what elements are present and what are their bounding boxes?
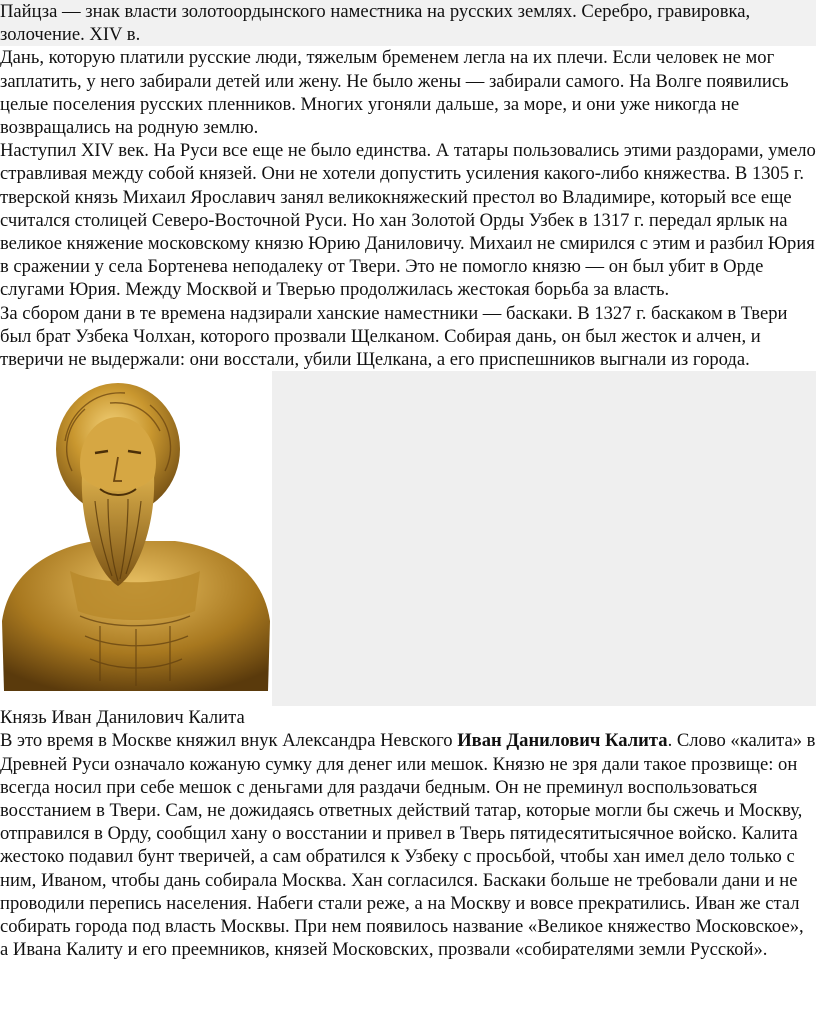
portrait-background-panel bbox=[272, 371, 816, 706]
paragraph-baskaki: За сбором дани в те времена надзирали ханские наместники — баскаки. В 1327 г. баскаком в Твери был брат Узбека Чолхан, которого прозвали Щелканом. Собирая дань, он был жесток и алчен, и тверичи не выдержали: они восстали, убили Щелкана, а его приспешников выгнали из города. bbox=[0, 302, 788, 371]
kalita-text-after: . Слово «калита» в Древней Руси означало кожаную сумку для денег или мешок. Князю не зря дали такое прозвище: он всегда носил при себе мешок с деньгами для раздачи бедным. Он не преминул воспользоваться восстанием в Твери. Сам, не дожидаясь ответных действий татар, которые могли бы сжечь и Москву, отправился в Орду, сообщил хану о восстании и привел в Тверь пятидесятитысячное войско. Калита жестоко подавил бунт тверичей, а сам обратился к Узбеку с просьбой, чтобы хан имел дело только с ним, Иваном, чтобы дань собирала Москва. Хан согласился. Баскаки больше не требовали дани и не проводили перепись населения. Набеги стали реже, а на Москву и вовсе прекратились. Иван же стал собирать города под власть Москвы. При нем появилось название «Великое княжество Московское», а Ивана Калиту и его преемников, князей Московских, прозвали «собирателями земли Русской». bbox=[0, 730, 816, 961]
kalita-text-before: В это время в Москве княжил внук Александра Невского bbox=[0, 730, 458, 752]
portrait-caption: Князь Иван Данилович Калита bbox=[0, 707, 245, 729]
image-caption-band bbox=[0, 0, 816, 46]
bronze-bust-illustration bbox=[0, 371, 272, 706]
paragraph-14th-century: Наступил XIV век. На Руси все еще не было единства. А татары пользовались этими раздорами, умело стравливая между собой князей. Они не хотели допустить усиления какого-либо княжества. В 1305 г. тверской князь Михаил Ярославич занял великокняжеский престол во Владимире, который все еще считался столицей Северо-Восточной Руси. Но хан Золотой Орды Узбек в 1317 г. передал ярлык на великое княжение московскому князю Юрию Даниловичу. Михаил не смирился с этим и разбил Юрия в сражении у села Бортенева неподалеку от Твери. Это не помогло князю — он был убит в Орде слугами Юрия. Между Москвой и Тверью продолжилась жестокая борьба за власть. bbox=[0, 140, 816, 301]
bust-portrait-image bbox=[0, 371, 272, 706]
paiza-caption: Пайцза — знак власти золотоордынского наместника на русских землях. Серебро, гравировка, золочение. XIV в. bbox=[0, 1, 751, 46]
paragraph-kalita bbox=[0, 729, 816, 961]
paragraph-tribute: Дань, которую платили русские люди, тяжелым бременем легла на их плечи. Если человек не мог заплатить, у него забирали детей или жену. Не было жены — забирали самого. На Волге появились целые поселения русских пленников. Многих угоняли дальше, за море, и они уже никогда не возвращались на родную землю. bbox=[0, 47, 789, 139]
text-section-top bbox=[0, 46, 816, 371]
portrait-figure bbox=[0, 371, 816, 706]
kalita-name-bold: Иван Данилович Калита bbox=[457, 730, 668, 752]
